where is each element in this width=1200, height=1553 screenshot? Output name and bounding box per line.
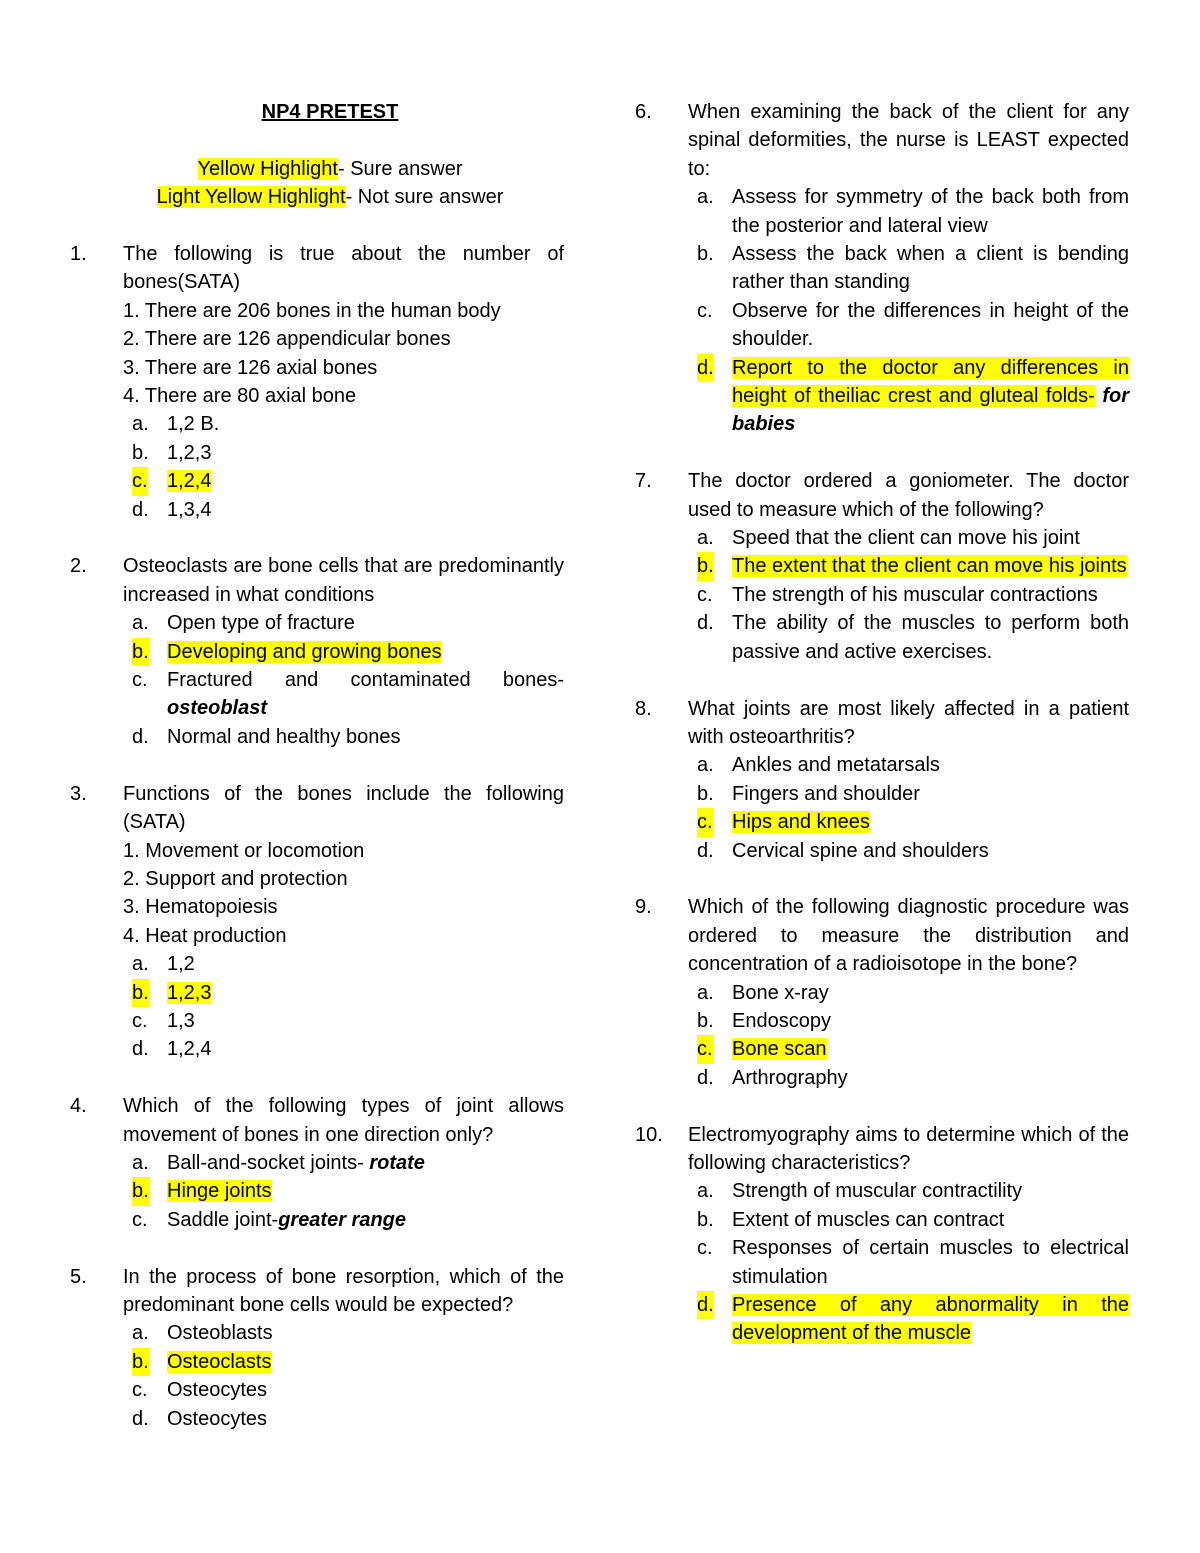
answer-option bbox=[688, 1007, 1129, 1035]
option-text: The strength of his muscular contractions bbox=[732, 583, 1098, 606]
option-letter: d. bbox=[132, 1407, 149, 1430]
option-letter: d. bbox=[697, 1291, 714, 1319]
question-6 bbox=[635, 98, 1129, 439]
option-text: Assess the back when a client is bending rather than standing bbox=[732, 243, 1129, 294]
option-text: Report to the doctor any differences in height of theiliac crest and gluteal folds- bbox=[732, 356, 1129, 408]
option-letter: d. bbox=[132, 1038, 149, 1061]
option-note: greater range bbox=[278, 1208, 407, 1231]
spacer bbox=[70, 212, 564, 240]
question-stem: Osteoclasts are bone cells that are predominantly increased in what conditions bbox=[123, 555, 564, 606]
option-text: Saddle joint- bbox=[167, 1208, 279, 1231]
answer-option bbox=[123, 950, 564, 978]
option-letter: d. bbox=[132, 498, 149, 521]
question-number: 10. bbox=[635, 1123, 663, 1146]
statement: 3. Hematopoiesis bbox=[123, 896, 278, 919]
option-letter: d. bbox=[697, 1066, 714, 1089]
statement: 1. There are 206 bones in the human body bbox=[123, 299, 501, 322]
question-stem: What joints are most likely affected in a patient with osteoarthritis? bbox=[688, 697, 1129, 748]
option-text: Developing and growing bones bbox=[167, 640, 442, 663]
option-text: Observe for the differences in height of the shoulder. bbox=[732, 299, 1129, 351]
option-text: Hips and knees bbox=[732, 811, 870, 834]
statement: 3. There are 126 axial bones bbox=[123, 356, 378, 379]
answer-option bbox=[688, 751, 1129, 779]
option-text: 1,2 B. bbox=[167, 413, 220, 436]
option-text: Fractured and contaminated bones- bbox=[167, 669, 564, 692]
legend-not-sure-desc: - Not sure answer bbox=[345, 186, 504, 209]
answer-option bbox=[123, 410, 564, 438]
question-stem: In the process of bone resorption, which of the predominant bone cells would be expected? bbox=[123, 1265, 564, 1316]
option-text: Speed that the client can move his joint bbox=[732, 527, 1080, 550]
option-letter: a. bbox=[132, 1151, 149, 1174]
option-note: for babies bbox=[732, 385, 1129, 436]
question-stem: Which of the following diagnostic procedure was ordered to measure the distribution and concentration of a radioisotope in the bone? bbox=[688, 896, 1129, 976]
option-letter: b. bbox=[697, 782, 714, 805]
option-letter: c. bbox=[132, 467, 148, 495]
option-letter: b. bbox=[697, 1208, 714, 1231]
legend-sure-desc: - Sure answer bbox=[337, 157, 463, 180]
answer-option bbox=[688, 240, 1129, 297]
answer-option bbox=[123, 609, 564, 637]
question-number: 1. bbox=[70, 243, 87, 265]
option-letter: d. bbox=[697, 354, 714, 382]
question-number: 8. bbox=[635, 697, 652, 720]
answer-option-highlighted bbox=[688, 354, 1129, 439]
option-letter: a. bbox=[132, 612, 149, 635]
option-letter: a. bbox=[697, 527, 714, 550]
answer-option-highlighted bbox=[123, 467, 564, 495]
question-number: 6. bbox=[635, 101, 652, 123]
answer-option bbox=[123, 1035, 564, 1063]
option-text: The ability of the muscles to perform both passive and active exercises. bbox=[732, 612, 1129, 663]
statement: 4. There are 80 axial bone bbox=[123, 385, 357, 408]
question-3 bbox=[70, 780, 564, 1064]
page-title: NP4 PRETEST bbox=[261, 101, 399, 123]
answer-option bbox=[688, 183, 1129, 240]
option-letter: a. bbox=[697, 1180, 714, 1203]
option-text: 1,2 bbox=[167, 953, 195, 976]
option-text: 1,2,3 bbox=[167, 981, 212, 1004]
option-text: Assess for symmetry of the back both from the posterior and lateral view bbox=[732, 186, 1129, 237]
answer-option bbox=[688, 581, 1129, 609]
option-text: 1,3,4 bbox=[167, 498, 212, 521]
answer-option bbox=[123, 1206, 564, 1234]
option-text: 1,2,3 bbox=[167, 441, 212, 464]
option-letter: c. bbox=[697, 808, 713, 836]
option-text: Osteocytes bbox=[167, 1407, 268, 1430]
answer-option-highlighted bbox=[123, 1348, 564, 1376]
legend-not-sure bbox=[70, 183, 564, 211]
answer-option bbox=[123, 1319, 564, 1347]
option-letter: c. bbox=[132, 1379, 148, 1402]
question-stem: Which of the following types of joint allows movement of bones in one direction only? bbox=[123, 1095, 564, 1146]
answer-option-highlighted bbox=[688, 1035, 1129, 1063]
statement: 1. Movement or locomotion bbox=[123, 839, 365, 862]
legend-not-sure-label: Light Yellow Highlight bbox=[156, 186, 346, 209]
answer-option bbox=[688, 780, 1129, 808]
question-number: 7. bbox=[635, 470, 652, 493]
option-text: Responses of certain muscles to electrical stimulation bbox=[732, 1237, 1129, 1288]
statement: 4. Heat production bbox=[123, 924, 287, 947]
option-letter: a. bbox=[132, 413, 149, 436]
question-number: 9. bbox=[635, 896, 652, 919]
statement: 2. Support and protection bbox=[123, 867, 348, 890]
answer-option bbox=[688, 1064, 1129, 1092]
option-text: The extent that the client can move his joints bbox=[732, 555, 1127, 578]
option-text: Osteoblasts bbox=[167, 1322, 273, 1345]
right-column bbox=[635, 98, 1129, 1376]
answer-option bbox=[123, 1007, 564, 1035]
answer-option bbox=[123, 666, 564, 723]
option-text: Cervical spine and shoulders bbox=[732, 839, 989, 862]
option-text: Ball-and-socket joints- bbox=[167, 1151, 364, 1174]
option-letter: c. bbox=[697, 1035, 713, 1063]
answer-option-highlighted bbox=[688, 808, 1129, 836]
option-letter: c. bbox=[132, 1009, 148, 1032]
answer-option-highlighted bbox=[688, 552, 1129, 580]
question-8 bbox=[635, 695, 1129, 865]
question-number: 5. bbox=[70, 1265, 87, 1288]
answer-option bbox=[688, 609, 1129, 666]
question-7 bbox=[635, 467, 1129, 666]
answer-option bbox=[688, 1206, 1129, 1234]
question-number: 2. bbox=[70, 555, 87, 578]
question-stem: When examining the back of the client for any spinal deformities, the nurse is LEAST expected to: bbox=[688, 101, 1129, 180]
answer-option bbox=[123, 1149, 564, 1177]
option-text: Arthrography bbox=[732, 1066, 848, 1089]
option-text: 1,2,4 bbox=[167, 470, 212, 493]
answer-option bbox=[123, 496, 564, 524]
answer-option bbox=[123, 439, 564, 467]
answer-option-highlighted bbox=[123, 1177, 564, 1205]
option-letter: b. bbox=[132, 1177, 149, 1205]
legend-sure bbox=[70, 155, 564, 183]
answer-option bbox=[688, 297, 1129, 354]
question-1 bbox=[70, 240, 564, 524]
option-text: Open type of fracture bbox=[167, 612, 355, 635]
answer-option bbox=[688, 1234, 1129, 1291]
answer-option bbox=[688, 1177, 1129, 1205]
question-5 bbox=[70, 1263, 564, 1433]
option-note: osteoblast bbox=[167, 697, 268, 720]
question-stem: The following is true about the number of bones(SATA) bbox=[123, 243, 564, 294]
option-letter: d. bbox=[697, 839, 714, 862]
question-stem: Electromyography aims to determine which of the following characteristics? bbox=[688, 1123, 1129, 1174]
left-column bbox=[70, 98, 564, 1461]
answer-option-highlighted bbox=[688, 1291, 1129, 1348]
option-letter: a. bbox=[697, 754, 714, 777]
option-letter: a. bbox=[132, 1322, 149, 1345]
legend-sure-label: Yellow Highlight bbox=[197, 157, 338, 180]
answer-option bbox=[688, 524, 1129, 552]
option-letter: d. bbox=[697, 612, 714, 635]
option-text: Bone scan bbox=[732, 1038, 827, 1061]
option-text: Fingers and shoulder bbox=[732, 782, 920, 805]
option-text: Extent of muscles can contract bbox=[732, 1208, 1005, 1231]
option-letter: c. bbox=[132, 669, 148, 692]
option-letter: b. bbox=[132, 1348, 149, 1376]
option-letter: c. bbox=[697, 1237, 713, 1260]
question-stem: The doctor ordered a goniometer. The doctor used to measure which of the following? bbox=[688, 470, 1129, 521]
answer-option-highlighted bbox=[123, 638, 564, 666]
option-letter: c. bbox=[697, 299, 713, 322]
option-text: Strength of muscular contractility bbox=[732, 1180, 1023, 1203]
option-text: Osteocytes bbox=[167, 1379, 268, 1402]
option-letter: a. bbox=[697, 981, 714, 1004]
question-number: 4. bbox=[70, 1095, 87, 1118]
statement: 2. There are 126 appendicular bones bbox=[123, 328, 451, 351]
option-text: Normal and healthy bones bbox=[167, 725, 401, 748]
question-number: 3. bbox=[70, 782, 87, 805]
option-letter: b. bbox=[697, 1009, 714, 1032]
question-9 bbox=[635, 893, 1129, 1092]
question-10 bbox=[635, 1121, 1129, 1348]
option-letter: b. bbox=[132, 979, 149, 1007]
option-text: 1,2,4 bbox=[167, 1038, 212, 1061]
answer-option-highlighted bbox=[123, 979, 564, 1007]
option-text: 1,3 bbox=[167, 1009, 195, 1032]
option-text: Endoscopy bbox=[732, 1009, 831, 1032]
question-4 bbox=[70, 1092, 564, 1234]
option-letter: b. bbox=[697, 243, 714, 266]
option-text: Ankles and metatarsals bbox=[732, 754, 940, 777]
option-letter: d. bbox=[132, 725, 149, 748]
option-letter: b. bbox=[132, 638, 149, 666]
option-note: rotate bbox=[369, 1151, 425, 1174]
answer-option bbox=[123, 1376, 564, 1404]
option-letter: a. bbox=[697, 186, 714, 209]
option-text: Osteoclasts bbox=[167, 1350, 272, 1373]
option-text: Hinge joints bbox=[167, 1180, 272, 1203]
option-text: Presence of any abnormality in the development of the muscle bbox=[732, 1294, 1129, 1345]
option-text: Bone x-ray bbox=[732, 981, 829, 1004]
question-stem: Functions of the bones include the following (SATA) bbox=[123, 782, 564, 834]
answer-option bbox=[123, 1405, 564, 1433]
option-letter: c. bbox=[697, 583, 713, 606]
option-letter: b. bbox=[697, 552, 714, 580]
option-letter: c. bbox=[132, 1208, 148, 1231]
answer-option bbox=[123, 723, 564, 751]
option-letter: b. bbox=[132, 441, 149, 464]
answer-option bbox=[688, 837, 1129, 865]
question-2 bbox=[70, 552, 564, 751]
answer-option bbox=[688, 979, 1129, 1007]
spacer bbox=[70, 126, 564, 154]
option-letter: a. bbox=[132, 953, 149, 976]
